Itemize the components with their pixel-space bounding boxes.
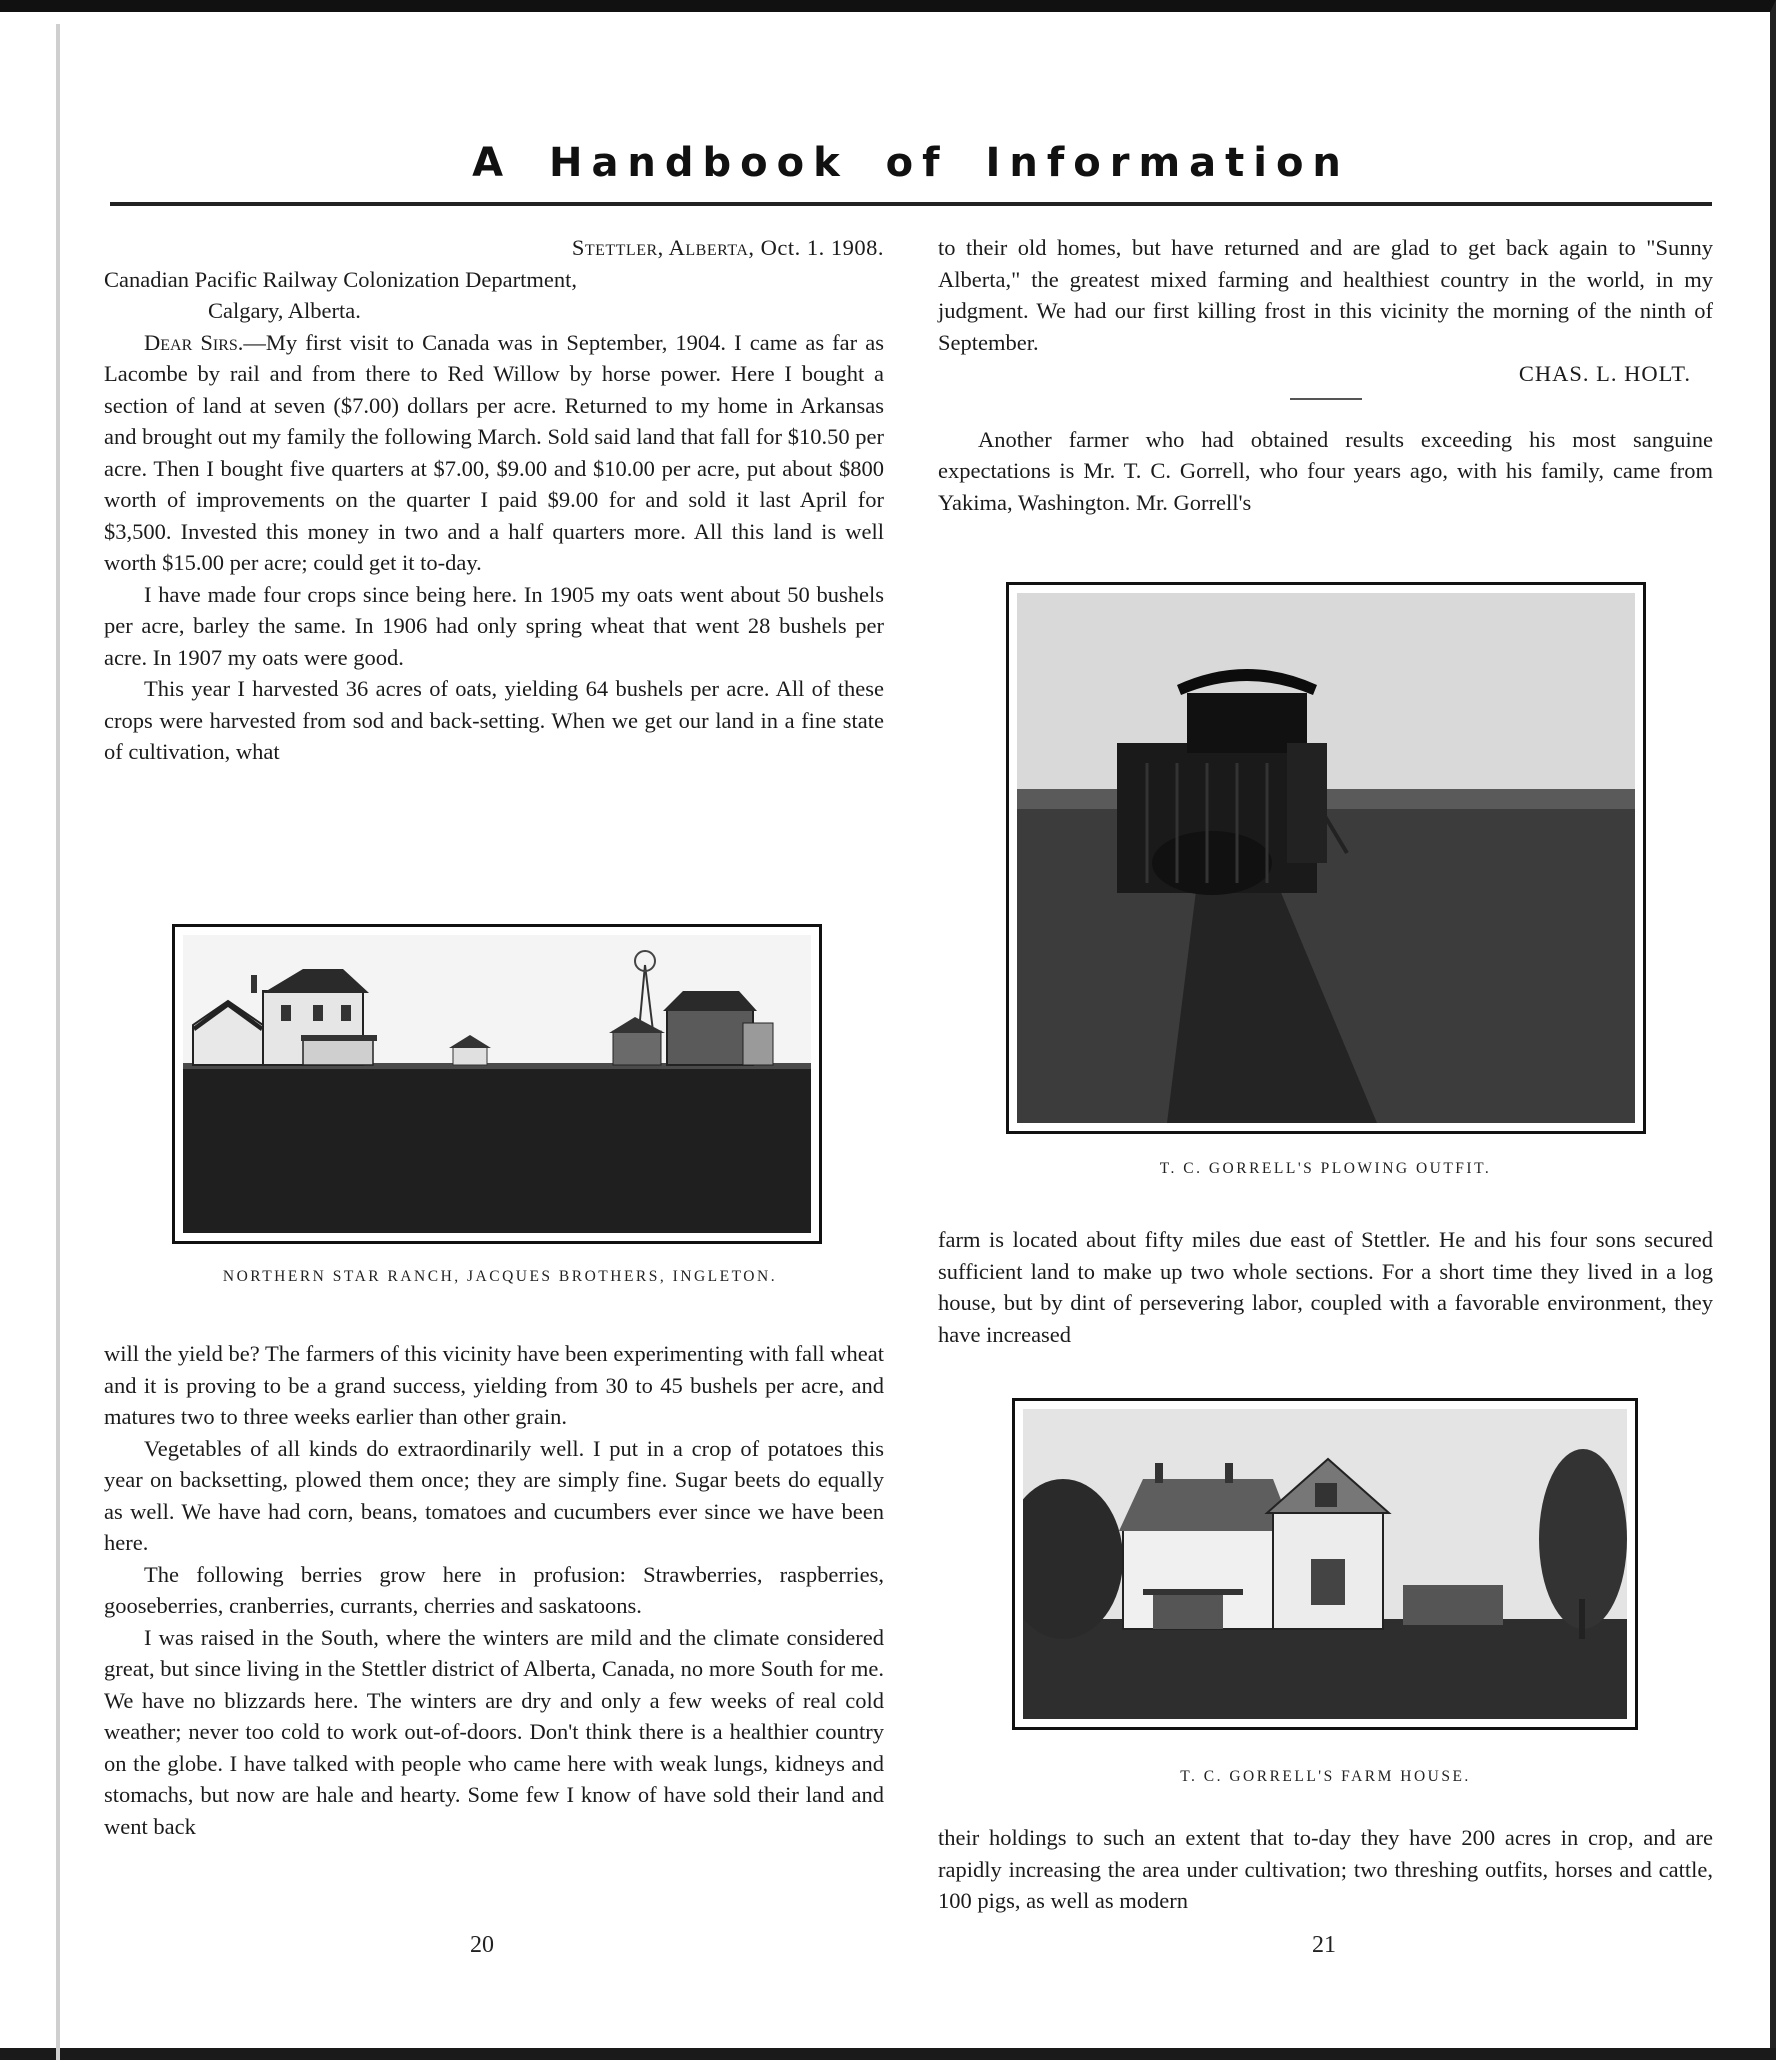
farm-house-photo-image <box>1023 1409 1627 1719</box>
dateline-date: Oct. 1. 1908. <box>760 235 884 260</box>
letter-paragraph-2: I have made four crops since being here. In 1905 my oats went about 50 bushels per acre, barley the same. In 1906 had only spring wheat that went 28 bushels per acre. In 1907 my oats were good. <box>104 581 884 670</box>
ranch-photo-caption: NORTHERN STAR RANCH, JACQUES BROTHERS, INGLETON. <box>222 1268 778 1285</box>
book-gutter <box>56 24 60 2060</box>
letter-paragraph-1 <box>104 327 884 579</box>
header-rule <box>110 202 1712 206</box>
dateline-place: Stettler, Alberta, <box>571 235 755 260</box>
letter-dateline <box>104 232 884 264</box>
plowing-photo-image <box>1017 593 1635 1123</box>
left-page-column <box>104 232 884 768</box>
letter-paragraph-1-text: —My first visit to Canada was in September, 1904. I came as far as Lacombe by rail and from there to Red Willow by horse power. Here I bought a section of land at seven ($7.00) dollars per acre. Returned to my home in Arkansas and brought out my family the following March. Sold said land that fall for $10.50 per acre. Then I bought five quarters at $7.00, $9.00 and $10.00 per acre, put about $800 worth of improvements on the quarter I paid $9.00 for and sold it last April for $3,500. Invested this money in two and a half quarters more. All this land is well worth $15.00 per acre; could get it to-day. <box>104 329 884 575</box>
letter-signature: CHAS. L. HOLT. <box>1518 361 1691 386</box>
right-page-column-bottom <box>938 1822 1713 1917</box>
page-number-left: 20 <box>470 1932 494 1958</box>
letter-paragraph-7: I was raised in the South, where the winters are mild and the climate considered great, but since living in the Stettler district of Alberta, Canada, no more South for me. We have no blizzards here. The winters are dry and only a few weeks of real cold weather; never too cold to work out-of-doors. Don't think there is a healthier country on the globe. I have talked with people who came here with weak lungs, kidneys and stomachs, but now are hale and hearty. Some few I know of have sold their land and went back <box>104 1624 884 1839</box>
plowing-photo-caption: T. C. GORRELL'S PLOWING OUTFIT. <box>1159 1160 1492 1177</box>
northern-star-ranch-photo <box>172 924 822 1244</box>
farm-house-photo-caption: T. C. GORRELL'S FARM HOUSE. <box>1180 1768 1471 1785</box>
right-page-column-middle <box>938 1224 1713 1350</box>
letter-paragraph-4: will the yield be? The farmers of this vicinity have been experimenting with fall wheat and it is proving to be a grand success, yielding from 30 to 45 bushels per acre, and matures two to three weeks earlier than other grain. <box>104 1341 884 1429</box>
running-head: A Handbook of Information <box>472 140 1350 186</box>
farm-house-photo <box>1012 1398 1638 1730</box>
letter-address-line-2: Calgary, Alberta. <box>208 298 361 323</box>
letter-paragraph-6: The following berries grow here in profusion: Strawberries, raspberries, gooseberries, cranberries, currants, cherries and saskatoons. <box>104 1561 884 1618</box>
letter-continuation: to their old homes, but have returned and are glad to get back again to "Sunny Alberta," the greatest mixed farming and healthiest country in the world, in my judgment. We had our first killing frost in this vicinity the morning of the ninth of September. <box>938 235 1713 355</box>
plowing-outfit-photo <box>1006 582 1646 1134</box>
ranch-photo-image <box>183 935 811 1233</box>
letter-paragraph-5: Vegetables of all kinds do extraordinarily well. I put in a crop of potatoes this year on backsetting, plowed them once; they are simply fine. Sugar beets do equally as well. We have had corn, beans, tomatoes and cucumbers ever since we have been here. <box>104 1435 884 1555</box>
gorrell-paragraph-2: farm is located about fifty miles due east of Stettler. He and his four sons secured sufficient land to make up two whole sections. For a short time they lived in a log house, but by dint of persevering labor, coupled with a favorable environment, they have increased <box>938 1227 1713 1347</box>
right-page-column <box>938 232 1713 518</box>
gorrell-paragraph-1: Another farmer who had obtained results exceeding his most sanguine expectations is Mr. T. C. Gorrell, who four years ago, with his family, came from Yakima, Washington. Mr. Gorrell's <box>938 426 1713 515</box>
letter-paragraph-3: This year I harvested 36 acres of oats, yielding 64 bushels per acre. All of these crops were harvested from sod and back-setting. When we get our land in a fine state of cultivation, what <box>104 676 884 764</box>
page-number-right: 21 <box>1312 1932 1336 1958</box>
letter-address-line-1: Canadian Pacific Railway Colonization Department, <box>104 266 577 292</box>
gorrell-paragraph-3: their holdings to such an extent that to-day they have 200 acres in crop, and are rapidly increasing the area under cultivation; two threshing outfits, horses and cattle, 100 pigs, as well as modern <box>938 1825 1713 1913</box>
letter-salutation: Dear Sirs. <box>144 329 244 355</box>
left-page-column-continued <box>104 1338 884 1842</box>
